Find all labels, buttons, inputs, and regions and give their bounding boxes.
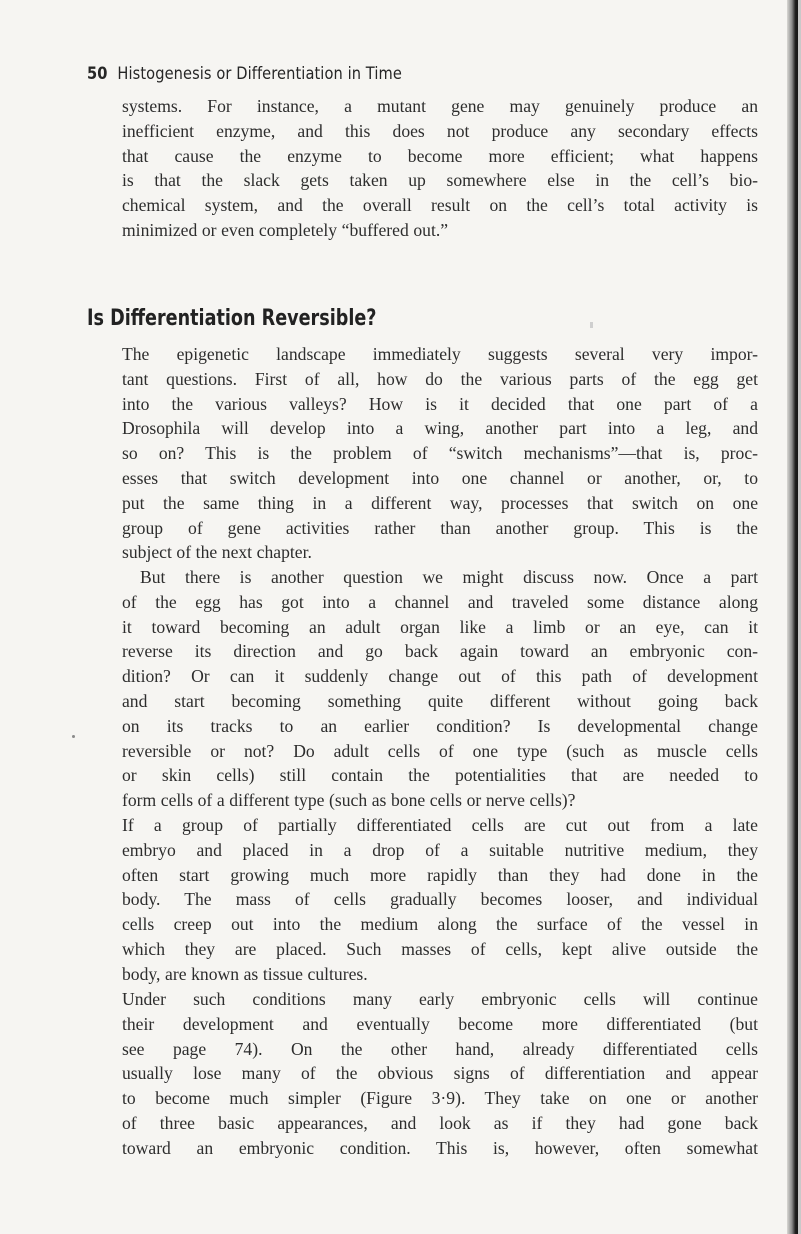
text-line: and start becoming something quite different without going back [122, 690, 758, 711]
paragraph-tissue-cultures [122, 813, 758, 987]
text-line: it toward becoming an adult organ like a limb or an eye, can it [122, 616, 758, 637]
text-line: toward an embryonic condition. This is, however, often somewhat [122, 1137, 758, 1158]
paragraph-switch-mechanisms [122, 342, 758, 565]
text-line: The epigenetic landscape immediately suggests several very impor- [122, 344, 758, 364]
text-line: chemical system, and the overall result on the cell’s total activity is [122, 195, 758, 216]
margin-mark [72, 735, 75, 738]
chapter-title: Histogenesis or Differentiation in Time [117, 64, 402, 84]
text-line: form cells of a different type (such as bone cells or nerve cells)? [122, 790, 576, 811]
text-line: esses that switch development into one channel or another, or, to [122, 467, 758, 488]
running-head [87, 64, 637, 84]
text-line: their development and eventually become more differentiated (but [122, 1013, 758, 1034]
text-line: into the various valleys? How is it decided that one part of a [122, 393, 758, 414]
text-line: reversible or not? Do adult cells of one type (such as muscle cells [122, 740, 758, 761]
text-line: often start growing much more rapidly than they had done in the [122, 864, 758, 885]
text-line: But there is another question we might discuss now. Once a part [140, 567, 758, 587]
paragraph-reversibility-question [122, 565, 758, 813]
text-line: of three basic appearances, and look as if they had gone back [122, 1112, 758, 1133]
text-line: group of gene activities rather than another group. This is the [122, 517, 758, 538]
text-line: minimized or even completely “buffered out.” [122, 219, 449, 240]
text-line: body, are known as tissue cultures. [122, 963, 368, 984]
text-line: that cause the enzyme to become more efficient; what happens [122, 145, 758, 166]
text-line: to become much simpler (Figure 3·9). They take on one or another [122, 1088, 758, 1109]
paragraph-embryonic-conditions [122, 987, 758, 1161]
text-line: systems. For instance, a mutant gene may genuinely produce an [122, 96, 758, 116]
text-line: of the egg has got into a channel and traveled some distance along [122, 591, 758, 612]
text-line: inefficient enzyme, and this does not produce any secondary effects [122, 120, 758, 141]
text-line: tant questions. First of all, how do the various parts of the egg get [122, 368, 758, 389]
section-heading: Is Differentiation Reversible? [87, 306, 377, 331]
print-speck [590, 322, 593, 328]
text-line: cells creep out into the medium along the surface of the vessel in [122, 914, 758, 935]
page-number: 50 [87, 64, 108, 84]
text-line: embryo and placed in a drop of a suitable nutritive medium, they [122, 839, 758, 860]
text-line: which they are placed. Such masses of cells, kept alive outside the [122, 938, 758, 959]
text-line: is that the slack gets taken up somewhere else in the cell’s bio- [122, 170, 758, 191]
text-line: dition? Or can it suddenly change out of this path of development [122, 666, 758, 687]
text-line: subject of the next chapter. [122, 542, 312, 563]
text-line: on its tracks to an earlier condition? Is developmental change [122, 715, 758, 736]
text-line: see page 74). On the other hand, already differentiated cells [122, 1038, 758, 1059]
text-line: put the same thing in a different way, processes that switch on one [122, 492, 758, 513]
text-line: If a group of partially differentiated cells are cut out from a late [122, 815, 758, 835]
text-line: Under such conditions many early embryonic cells will continue [122, 989, 758, 1009]
text-line: Drosophila will develop into a wing, another part into a leg, and [122, 418, 758, 439]
text-line: usually lose many of the obvious signs of differentiation and appear [122, 1063, 758, 1084]
paragraph-continuation [122, 94, 758, 243]
text-line: or skin cells) still contain the potentialities that are needed to [122, 765, 758, 786]
text-line: body. The mass of cells gradually becomes looser, and individual [122, 889, 758, 910]
text-line: so on? This is the problem of “switch mechanisms”—that is, proc- [122, 443, 758, 464]
text-line: reverse its direction and go back again toward an embryonic con- [122, 641, 758, 662]
